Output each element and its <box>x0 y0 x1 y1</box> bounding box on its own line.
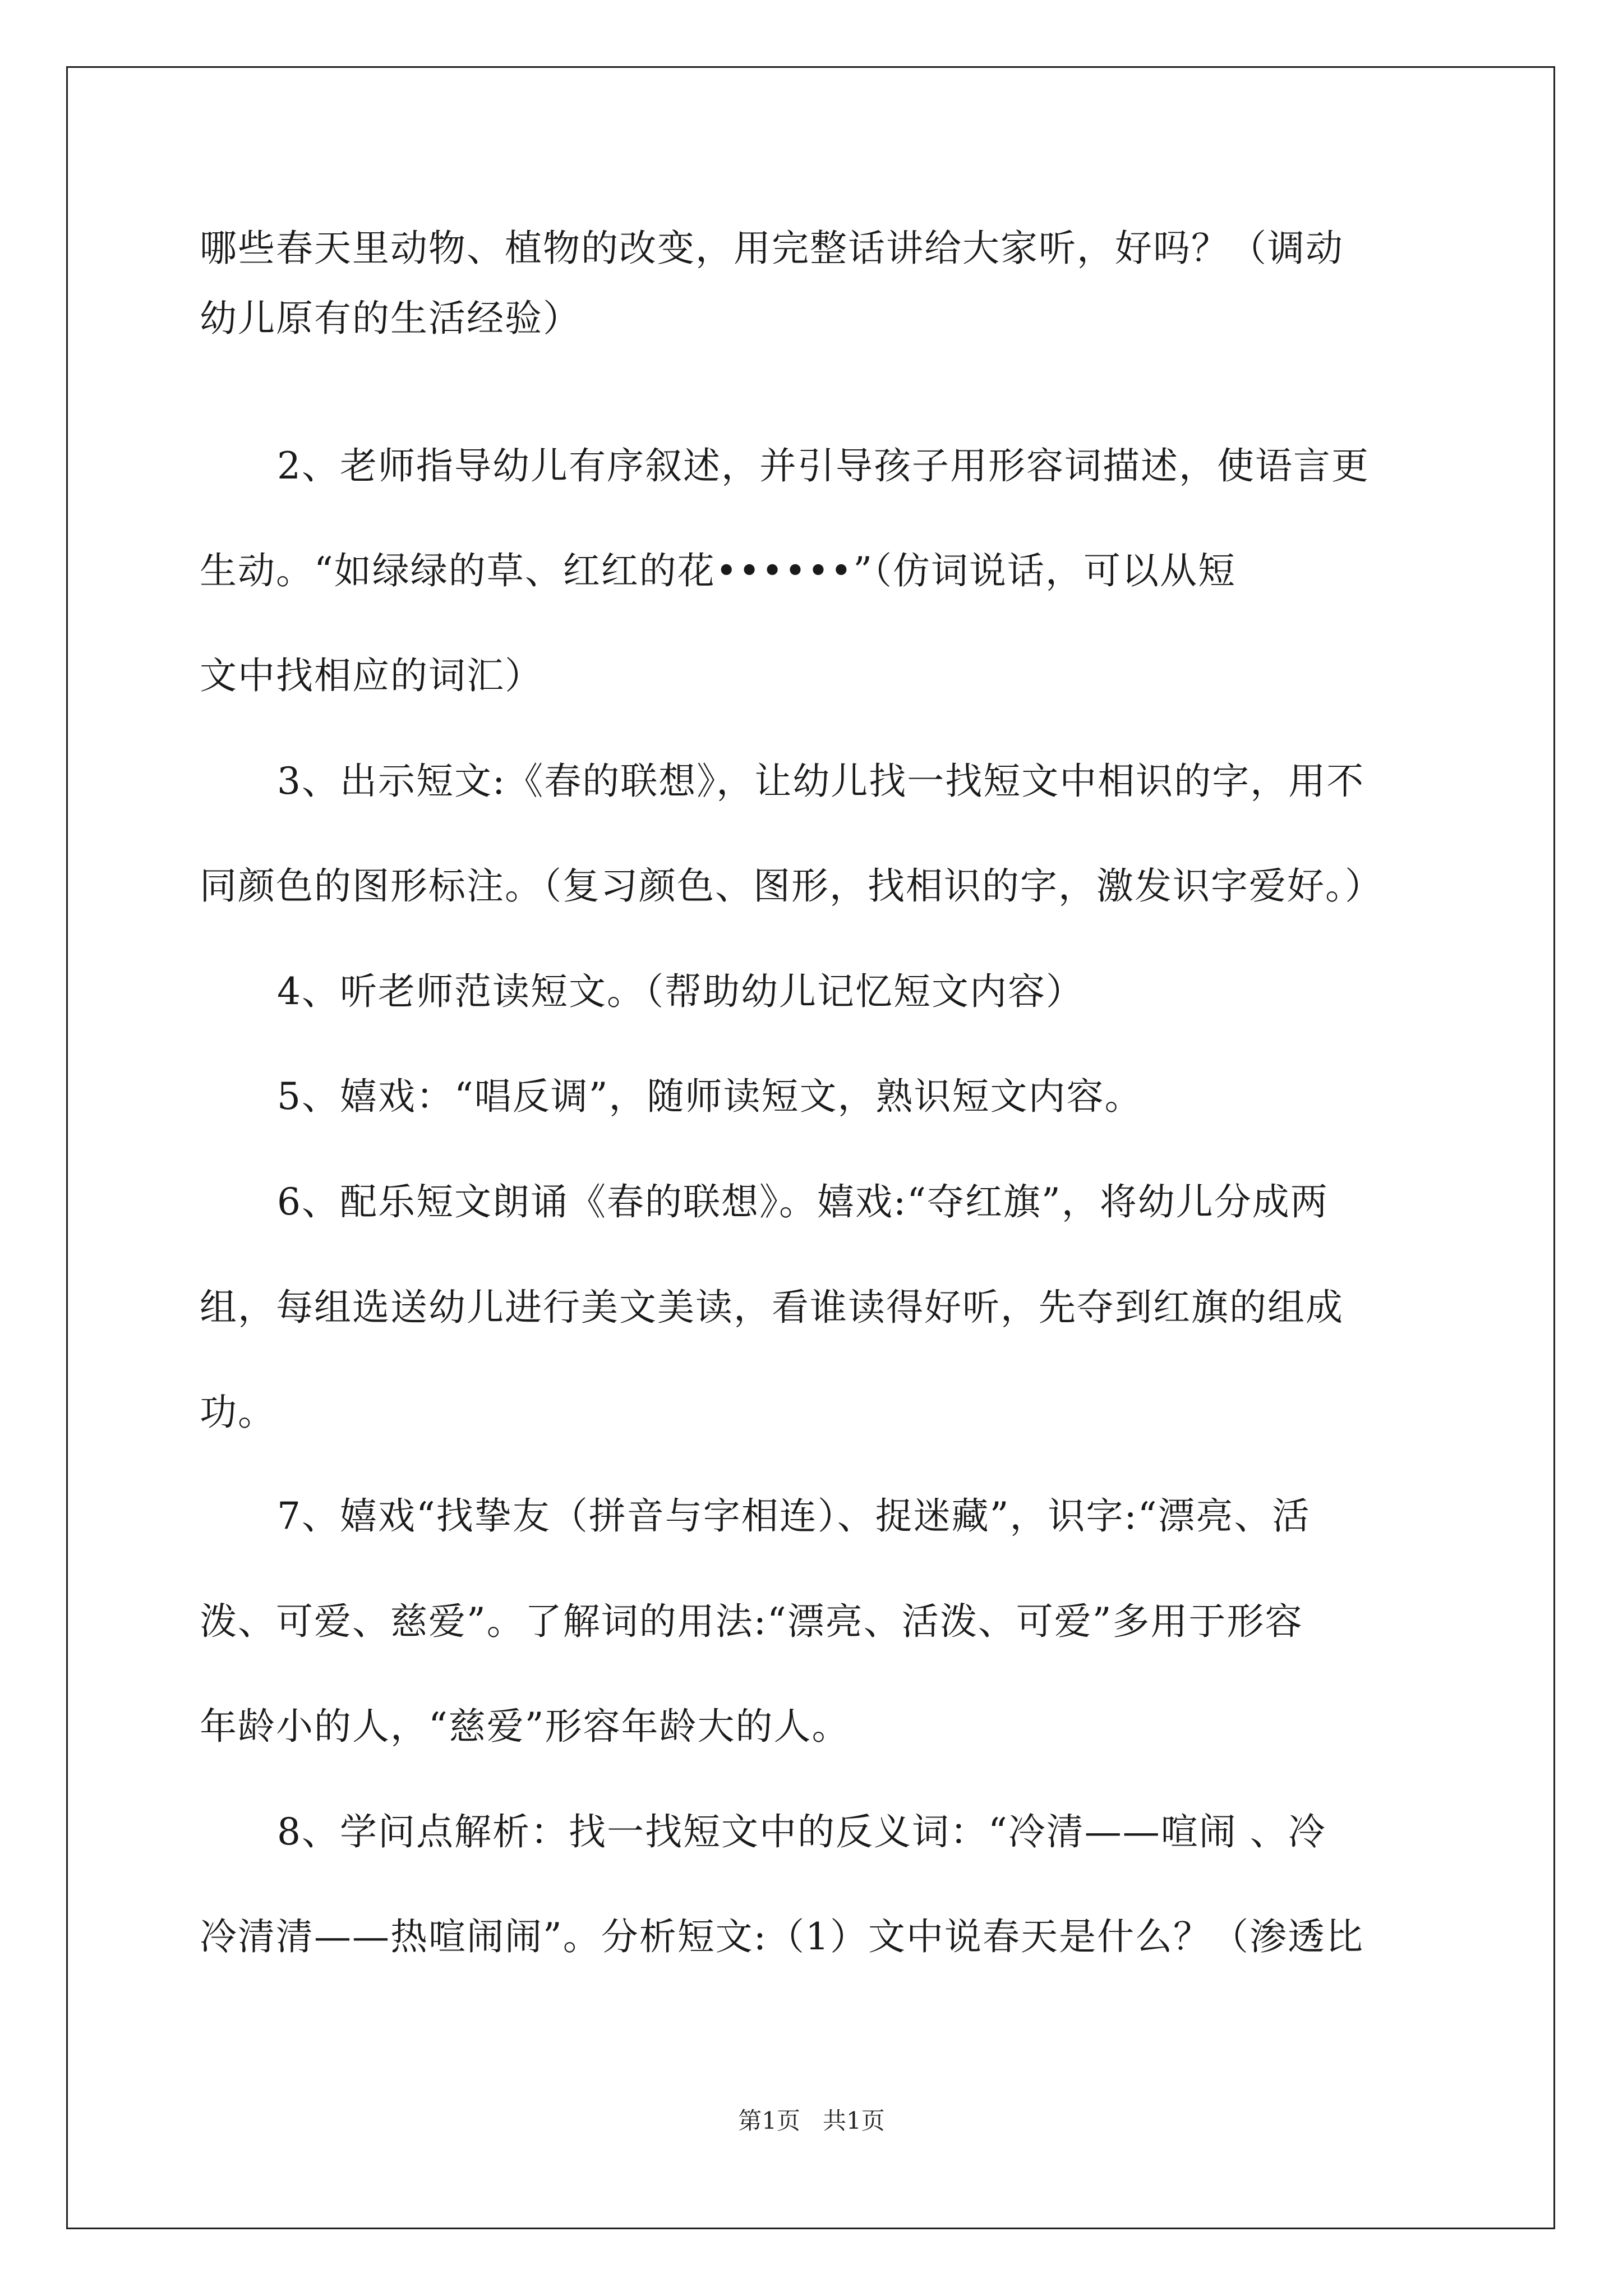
text-line: 幼儿原有的生活经验） <box>200 297 581 340</box>
text-line: 同颜色的图形标注。（复习颜色、图形，找相识的字，激发识字爱好。） <box>200 864 1383 908</box>
text-line: 7、嬉戏“找挚友（拼音与字相连）、捉迷藏”，识字:“漂亮、活 <box>277 1494 1311 1538</box>
text-line: 生动。“如绿绿的草、红红的花••••••”（仿词说话，可以从短 <box>200 549 1237 592</box>
page-footer: 第1页 共1页 <box>738 2107 885 2134</box>
text-line: 6、配乐短文朗诵《春的联想》。嬉戏:“夺红旗”，将幼儿分成两 <box>277 1180 1329 1223</box>
text-line: 哪些春天里动物、植物的改变，用完整话讲给大家听，好吗？（调动 <box>200 227 1344 270</box>
text-line: 功。 <box>200 1391 276 1434</box>
text-line: 冷清清——热喧闹闹”。分析短文:（1）文中说春天是什么？（渗透比 <box>200 1915 1364 1958</box>
text-line: 3、出示短文:《春的联想》，让幼儿找一找短文中相识的字，用不 <box>277 760 1365 803</box>
text-line: 组，每组选送幼儿进行美文美读，看谁读得好听，先夺到红旗的组成 <box>200 1286 1344 1329</box>
text-line: 4、听老师范读短文。（帮助幼儿记忆短文内容） <box>277 970 1084 1013</box>
text-line: 5、嬉戏：“唱反调”，随师读短文，熟识短文内容。 <box>277 1075 1143 1118</box>
text-line: 年龄小的人，“慈爱”形容年龄大的人。 <box>200 1705 850 1748</box>
text-line: 8、学问点解析：找一找短文中的反义词：“冷清——喧闹 、冷 <box>277 1810 1326 1853</box>
text-line: 泼、可爱、慈爱”。了解词的用法:“漂亮、活泼、可爱”多用于形容 <box>200 1600 1303 1643</box>
text-line: 2、老师指导幼儿有序叙述，并引导孩子用形容词描述，使语言更 <box>277 444 1370 487</box>
text-line: 文中找相应的词汇） <box>200 654 543 697</box>
page-border <box>66 66 1555 2229</box>
